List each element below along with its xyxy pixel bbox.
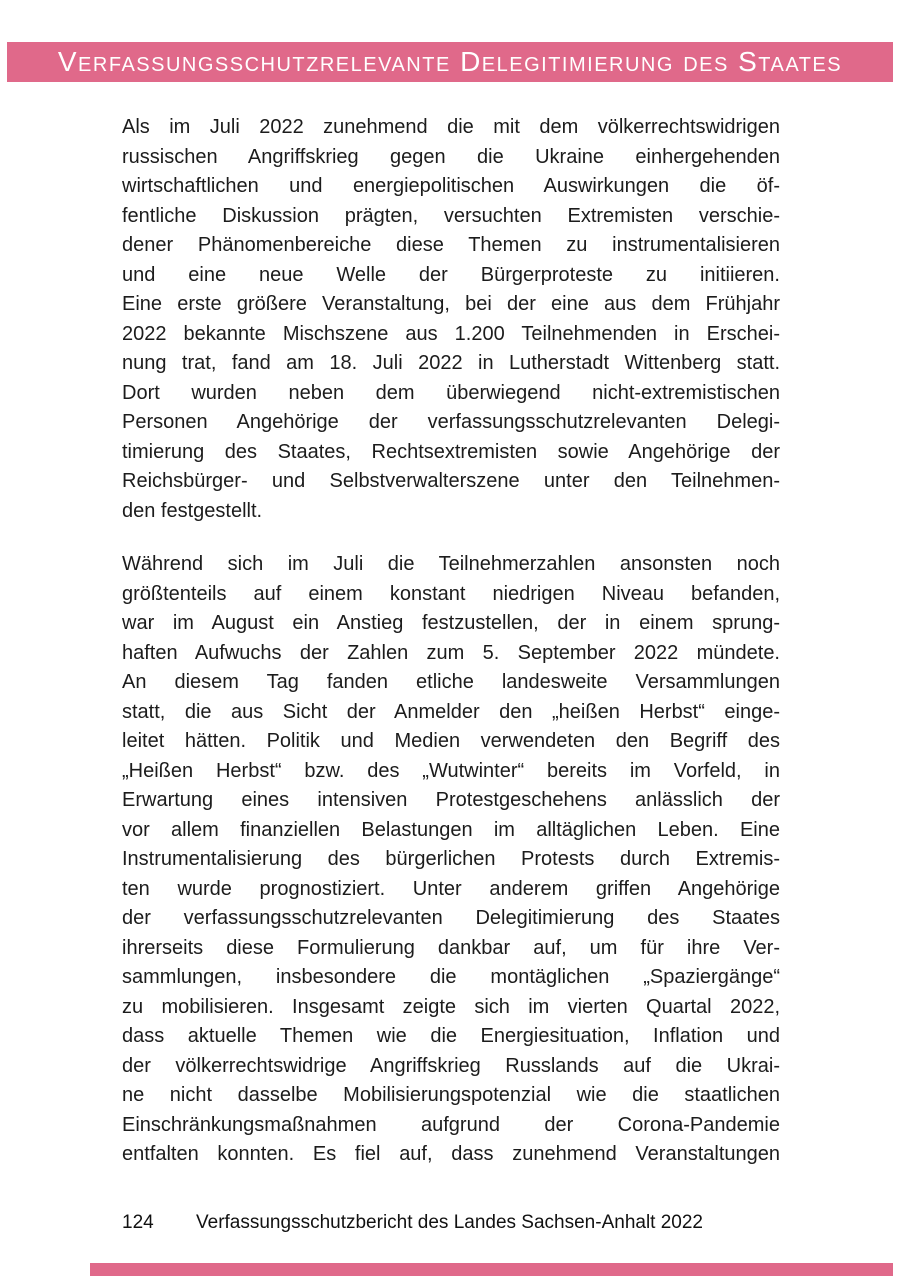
text-line: Instrumentalisierung des bürgerlichen Protests durch Extremis- [122,848,780,870]
text-line: Erwartung eines intensiven Protestgeschehens anlässlich der [122,789,780,811]
text-line: Personen Angehörige der verfassungsschutzrelevanten Delegi- [122,411,780,433]
page-number: 124 [122,1212,154,1233]
chapter-header-bar [7,42,893,82]
text-line: fentliche Diskussion prägten, versuchten Extremisten verschie- [122,204,780,227]
text-line: Eine erste größere Veranstaltung, bei der eine aus dem Frühjahr [122,293,780,315]
text-line: wirtschaftlichen und energiepolitischen Auswirkungen die öf- [122,175,780,197]
text-line: ihrerseits diese Formulierung dankbar auf, um für ihre Ver- [122,936,780,959]
chapter-title: Verfassungsschutzrelevante Delegitimierung des Staates [57,46,843,77]
text-line: leitet hätten. Politik und Medien verwendeten den Begriff des [122,730,780,752]
text-line: ne nicht dasselbe Mobilisierungspotenzial wie die staatlichen [122,1084,780,1106]
text-line: entfalten konnten. Es fiel auf, dass zunehmend Veranstaltungen [122,1143,780,1165]
text-line: Einschränkungsmaßnahmen aufgrund der Corona-Pandemie [122,1113,780,1136]
text-line: und eine neue Welle der Bürgerproteste zu initiieren. [122,263,780,286]
page-footer [122,1212,780,1234]
text-line: statt, die aus Sicht der Anmelder den „heißen Herbst“ einge- [122,700,780,723]
text-line: „Heißen Herbst“ bzw. des „Wutwinter“ bereits im Vorfeld, in [122,759,780,782]
paragraph [122,113,780,526]
text-line: war im August ein Anstieg festzustellen, der in einem sprung- [122,612,780,634]
text-line: sammlungen, insbesondere die montäglichen „Spaziergänge“ [122,966,780,988]
text-line: An diesem Tag fanden etliche landesweite Versammlungen [122,671,780,693]
text-line: Dort wurden neben dem überwiegend nicht-extremistischen [122,381,780,404]
text-line: der verfassungsschutzrelevanten Delegitimierung des Staates [122,907,780,929]
text-line: der völkerrechtswidrige Angriffskrieg Russlands auf die Ukrai- [122,1054,780,1077]
text-line: timierung des Staates, Rechtsextremisten sowie Angehörige der [122,440,780,463]
text-line: größtenteils auf einem konstant niedrigen Niveau befanden, [122,582,780,605]
paragraph [122,550,780,1170]
text-line: Während sich im Juli die Teilnehmerzahlen ansonsten noch [122,553,780,575]
body-text [122,113,780,1170]
text-line: russischen Angriffskrieg gegen die Ukraine einhergehenden [122,145,780,168]
text-line: dass aktuelle Themen wie die Energiesituation, Inflation und [122,1025,780,1047]
text-line: den festgestellt. [122,499,263,522]
text-line: ten wurde prognostiziert. Unter anderem griffen Angehörige [122,877,780,900]
text-line: Reichsbürger- und Selbstverwalterszene unter den Teilnehmen- [122,470,780,492]
text-line: dener Phänomenbereiche diese Themen zu instrumentalisieren [122,234,780,256]
text-line: vor allem finanziellen Belastungen im alltäglichen Leben. Eine [122,818,780,841]
footer-report-title: Verfassungsschutzbericht des Landes Sachsen-Anhalt 2022 [196,1212,703,1233]
text-line: zu mobilisieren. Insgesamt zeigte sich im vierten Quartal 2022, [122,995,780,1018]
text-line: nung trat, fand am 18. Juli 2022 in Lutherstadt Wittenberg statt. [122,352,780,374]
bottom-accent-bar [90,1263,893,1276]
text-line: 2022 bekannte Mischszene aus 1.200 Teilnehmenden in Erschei- [122,322,780,345]
text-line: Als im Juli 2022 zunehmend die mit dem völkerrechtswidrigen [122,116,780,138]
text-line: haften Aufwuchs der Zahlen zum 5. September 2022 mündete. [122,641,780,664]
